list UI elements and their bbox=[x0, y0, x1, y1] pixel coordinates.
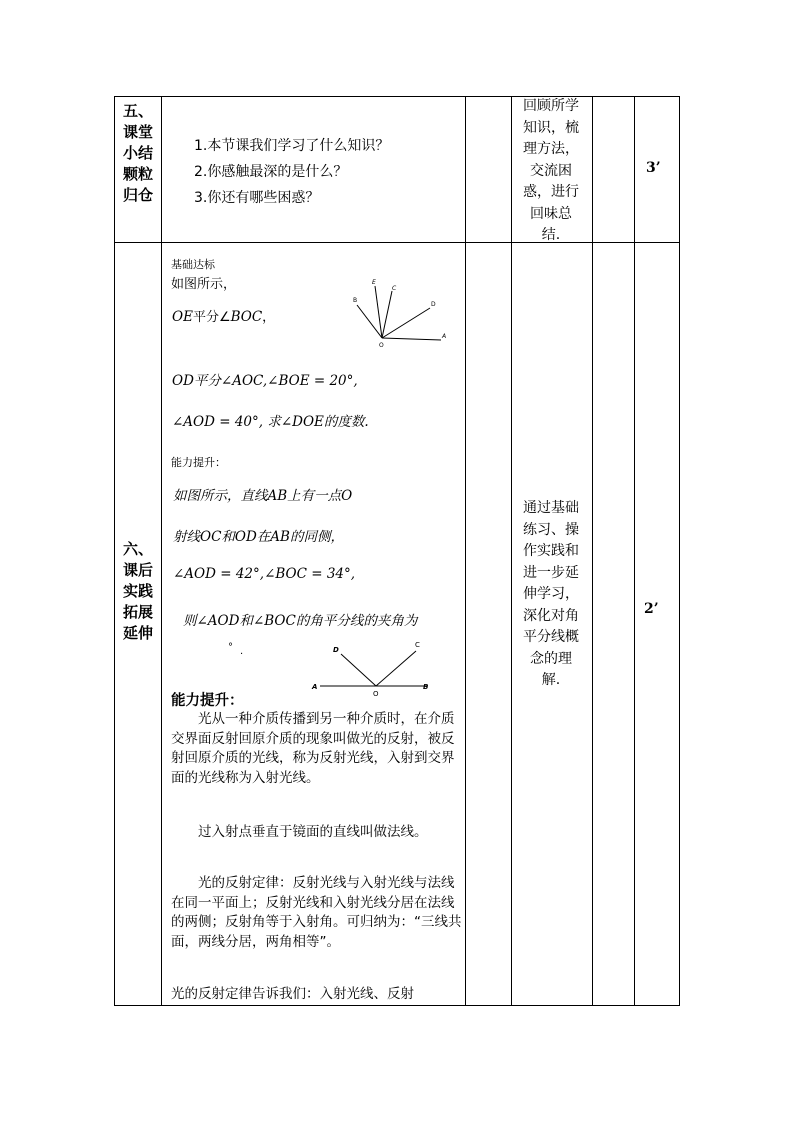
angle-figure-1 bbox=[345, 275, 455, 350]
purpose-practice: 通过基础 练习、操 作实践和 进一步延 伸学习， 深化对角 平分线概 念的理 解. bbox=[523, 500, 579, 688]
fig2-label-b: B bbox=[423, 683, 429, 691]
column-divider bbox=[634, 96, 635, 1006]
time-practice: 2’ bbox=[644, 601, 659, 617]
angle-figure-2 bbox=[308, 638, 438, 698]
stage-label-summary: 五、 课堂 小结 颗粒 归仓 bbox=[122, 102, 153, 204]
ability-line-4: 则∠AOD和∠BOC的角平分线的夹角为 bbox=[183, 613, 418, 629]
ability-title-small: 能力提升： bbox=[171, 456, 226, 469]
paragraph-reflection-law-continued: 光的反射定律告诉我们：入射光线、反射 bbox=[171, 986, 414, 1002]
fig1-label-e: E bbox=[372, 279, 376, 286]
fig2-label-c: C bbox=[415, 641, 420, 649]
question-item: 3.你还有哪些困惑？ bbox=[194, 190, 320, 206]
time-summary: 3’ bbox=[646, 160, 661, 176]
fig1-label-d: D bbox=[431, 301, 436, 308]
column-divider bbox=[465, 96, 466, 1006]
summary-questions bbox=[194, 133, 389, 211]
fig1-label-b: B bbox=[353, 297, 358, 304]
basic-line-3: ∠AOD = 40°, 求∠DOE的度数. bbox=[172, 414, 369, 430]
column-divider bbox=[161, 96, 162, 1006]
paragraph-normal-definition: 过入射点垂直于镜面的直线叫做法线。 bbox=[198, 824, 428, 840]
fig1-label-c: C bbox=[392, 285, 397, 292]
column-divider bbox=[592, 96, 593, 1006]
question-item: 1.本节课我们学习了什么知识？ bbox=[194, 138, 390, 154]
table-border-top bbox=[114, 96, 680, 97]
ability-title-bold: 能力提升： bbox=[171, 693, 244, 709]
table-border-right bbox=[679, 96, 680, 1006]
basic-title: 基础达标 bbox=[171, 258, 215, 271]
ability-blank-degree: ° bbox=[228, 642, 233, 653]
basic-line-2: OD平分∠AOC,∠BOE = 20°, bbox=[172, 373, 358, 389]
fig2-label-o: O bbox=[373, 690, 379, 698]
stage-label-practice: 六、 课后 实践 拓展 延伸 bbox=[122, 540, 153, 642]
table-border-bottom bbox=[114, 1005, 680, 1006]
basic-line-1: OE平分∠BOC， bbox=[172, 309, 276, 325]
purpose-summary: 回顾所学 知识，梳 理方法， 交流困 惑，进行 回味总 结. bbox=[523, 98, 579, 243]
ability-line-1: 如图所示，直线AB上有一点O bbox=[173, 488, 353, 504]
basic-intro: 如图所示， bbox=[171, 277, 237, 292]
fig1-label-a: A bbox=[442, 333, 447, 340]
column-divider bbox=[511, 96, 512, 1006]
ability-line-2: 射线OC和OD在AB的同侧， bbox=[173, 529, 344, 545]
ability-blank-dot: . bbox=[240, 646, 244, 657]
table-row-divider bbox=[114, 242, 680, 243]
fig1-label-o: O bbox=[379, 342, 384, 349]
paragraph-reflection-law: 光的反射定律：反射光线与入射光线与法线在同一平面上；反射光线和入射光线分居在法线的两侧；反射角等于入射角。可归纳为：“三线共面，两线分居，两角相等”。 bbox=[171, 875, 462, 950]
fig2-label-a: A bbox=[312, 683, 318, 691]
ability-line-3: ∠AOD = 42°,∠BOC = 34°, bbox=[173, 566, 356, 582]
lesson-table bbox=[114, 96, 680, 1006]
table-border-left bbox=[114, 96, 115, 1006]
paragraph-reflection-definition: 光从一种介质传播到另一种介质时，在介质交界面反射回原介质的现象叫做光的反射，被反射回原介质的光线，称为反射光线，入射到交界面的光线称为入射光线。 bbox=[171, 711, 455, 786]
question-item: 2.你感触最深的是什么？ bbox=[194, 164, 348, 180]
fig2-label-d: D bbox=[333, 646, 339, 654]
